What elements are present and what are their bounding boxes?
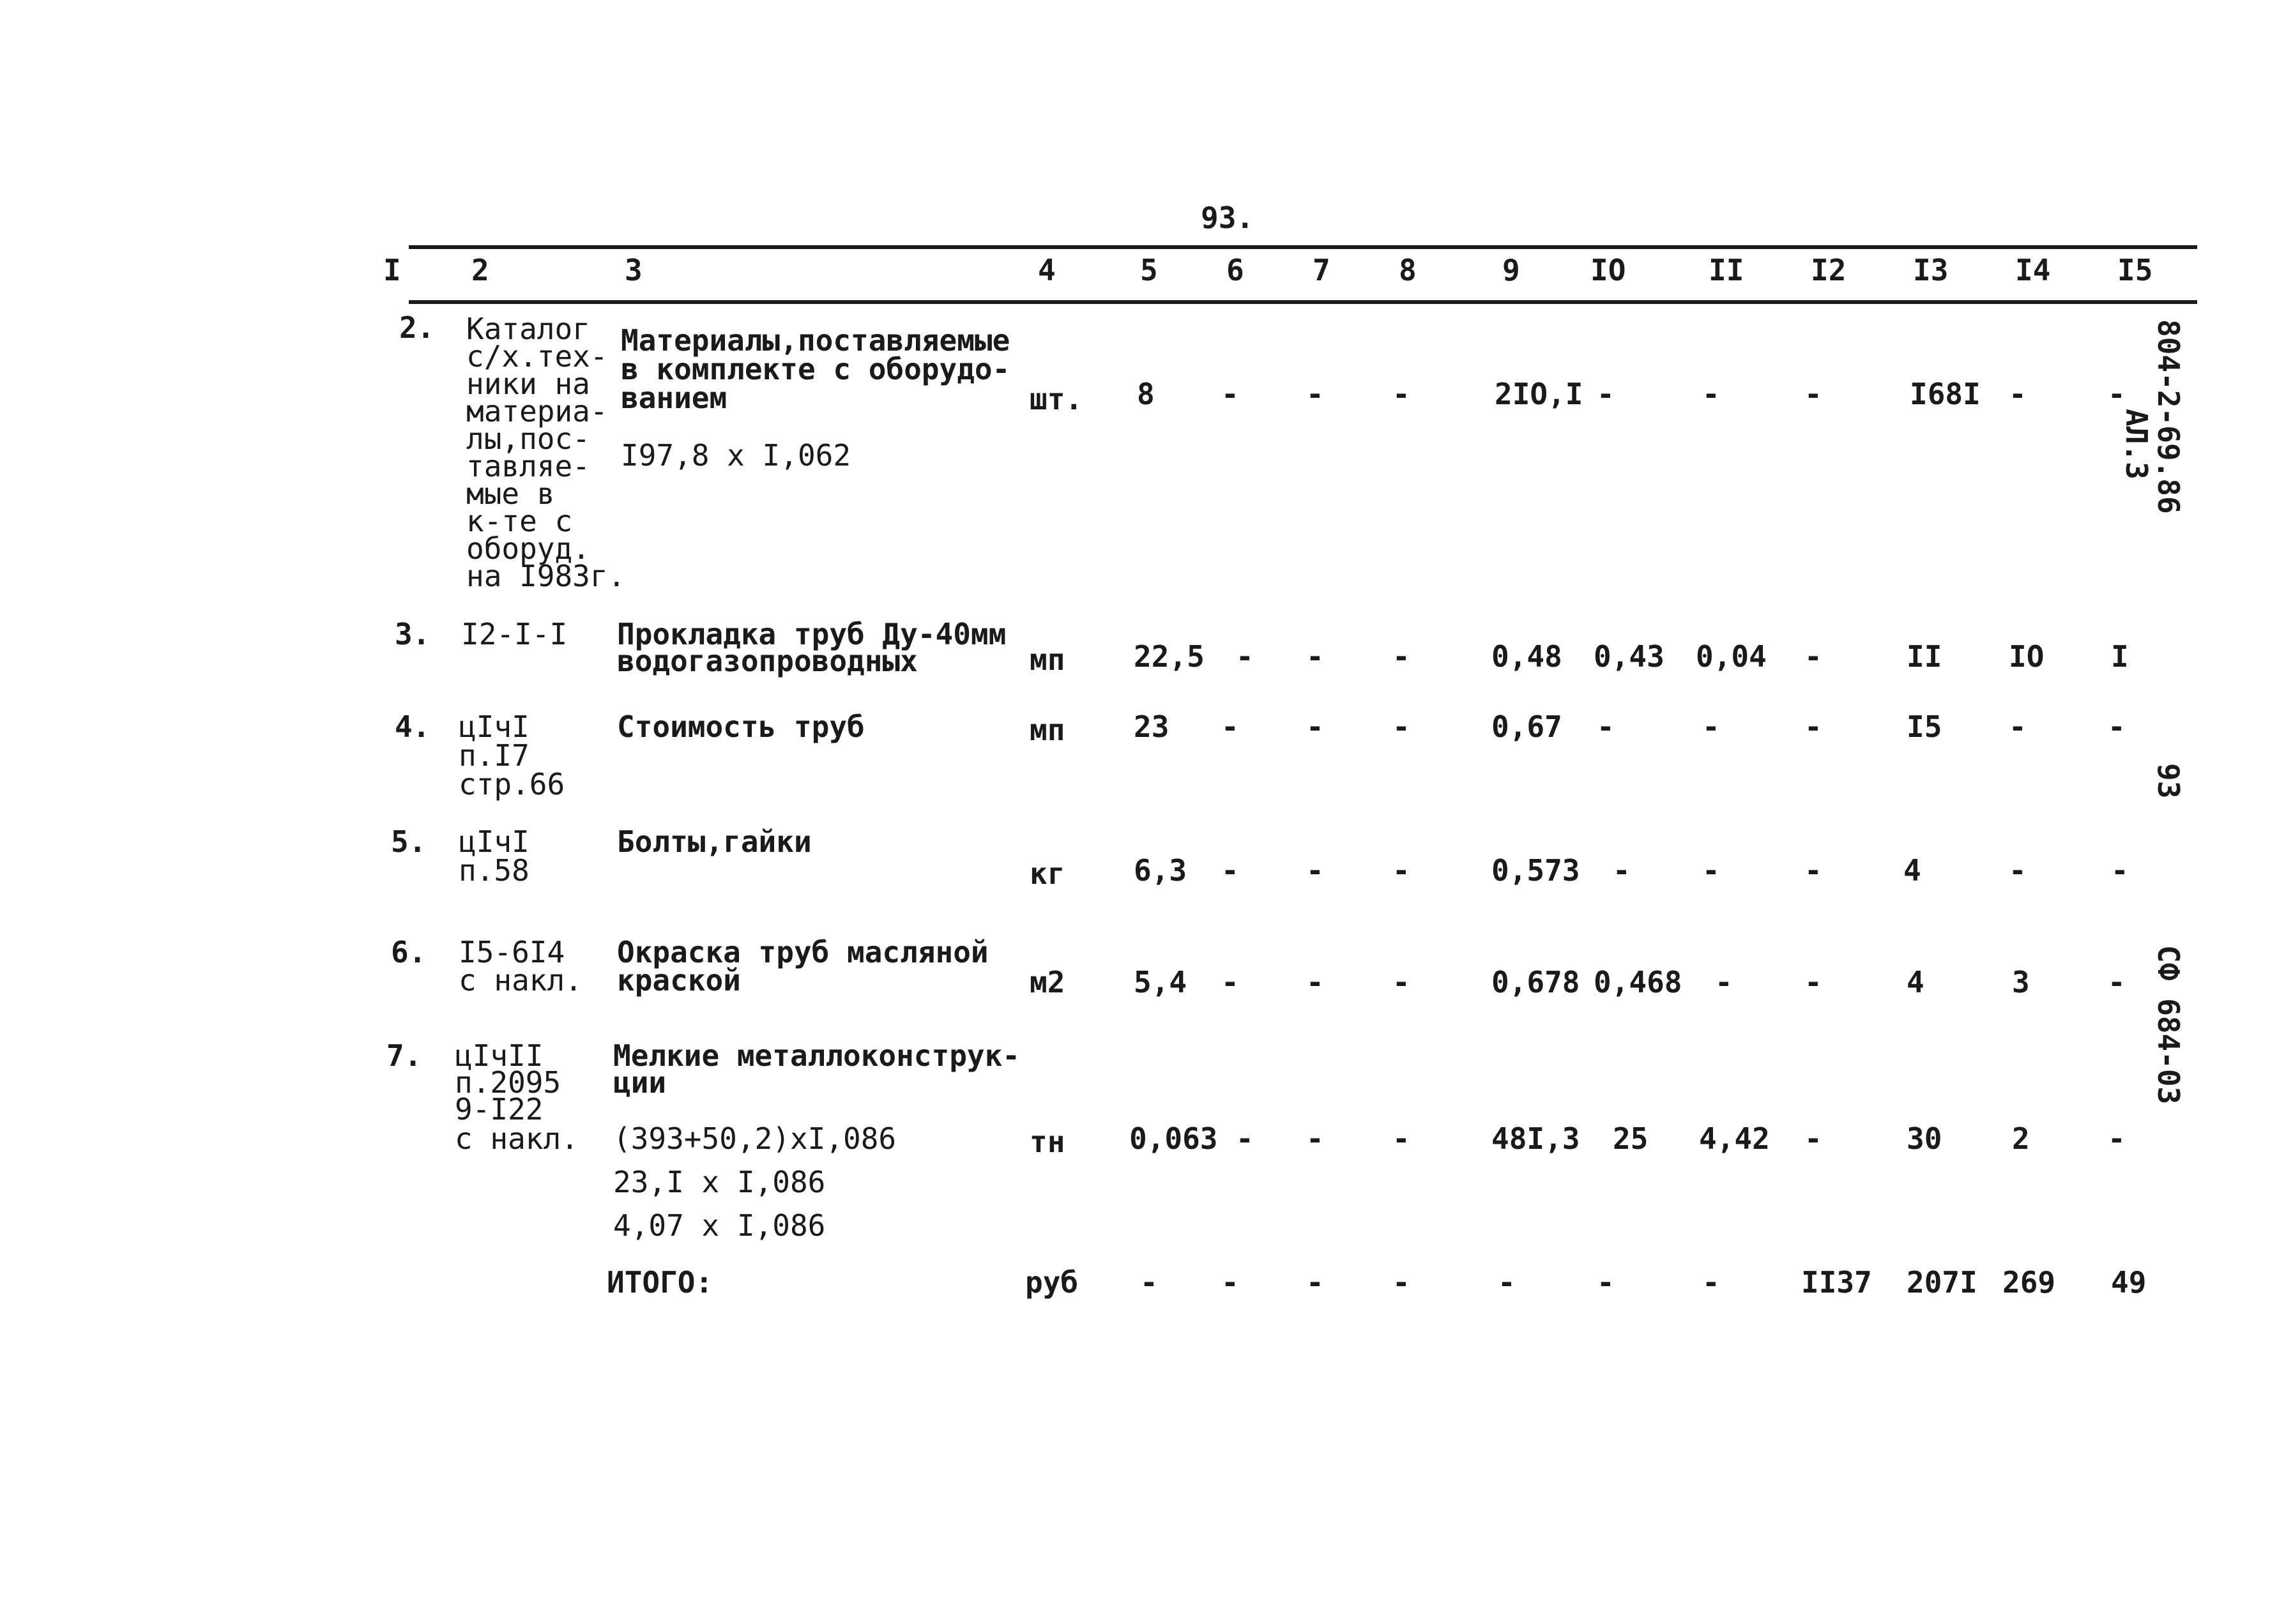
- cell-12: -: [1804, 1121, 1822, 1156]
- code-line: 9-I22: [455, 1092, 544, 1127]
- cell-12: -: [1804, 639, 1822, 674]
- cell-13: 30: [1907, 1121, 1942, 1156]
- page-number: 93.: [1201, 201, 1254, 235]
- description-line: водогазопроводных: [617, 644, 918, 678]
- cell-6: -: [1221, 853, 1239, 888]
- cell-8: -: [1392, 377, 1410, 411]
- cell-9: 0,573: [1491, 853, 1580, 888]
- row-number: 6.: [391, 935, 427, 969]
- code-line: цIчI: [459, 824, 529, 859]
- cell-15: I: [2111, 639, 2129, 674]
- cell-14: 2: [2012, 1121, 2030, 1156]
- cell-15: -: [2108, 710, 2126, 744]
- cell-7: -: [1306, 965, 1324, 999]
- code-line: материа-: [466, 394, 608, 429]
- cell-13: II: [1907, 639, 1942, 674]
- col-header-7: 7: [1313, 253, 1330, 287]
- description-line: ции: [613, 1065, 667, 1100]
- col-header-13: I3: [1913, 253, 1949, 287]
- cell-5: 8: [1137, 377, 1155, 411]
- margin-sheet-number: 93: [2151, 763, 2186, 799]
- code-line: с накл.: [455, 1121, 579, 1156]
- code-line: цIчI: [459, 710, 529, 744]
- cell-7: -: [1306, 639, 1324, 674]
- code-line: тавляе-: [466, 449, 590, 483]
- cell-9: 0,67: [1491, 710, 1562, 744]
- cell-14: -: [2009, 377, 2027, 411]
- cell-10: 25: [1613, 1121, 1649, 1156]
- cell-13: 4: [1907, 965, 1924, 999]
- description-line: Мелкие металлоконструк-: [613, 1038, 1020, 1073]
- col-header-9: 9: [1502, 253, 1520, 287]
- margin-album: АЛ.3: [2119, 409, 2154, 480]
- row-number: 7.: [386, 1038, 422, 1073]
- total-cell-14: 269: [2002, 1265, 2056, 1300]
- cell-10: 0,43: [1594, 639, 1664, 674]
- code-line: оборуд.: [466, 531, 590, 566]
- total-cell-5: -: [1140, 1265, 1158, 1300]
- cell-10: -: [1597, 710, 1615, 744]
- col-header-8: 8: [1399, 253, 1417, 287]
- description-line: Болты,гайки: [617, 824, 812, 859]
- cell-11: -: [1702, 853, 1720, 888]
- description-line: Прокладка труб Ду-40мм: [617, 617, 1007, 651]
- cell-6: -: [1221, 710, 1239, 744]
- cell-15: -: [2108, 965, 2126, 999]
- col-header-10: IO: [1590, 253, 1626, 287]
- col-header-4: 4: [1038, 253, 1056, 287]
- total-cell-13: 207I: [1907, 1265, 1977, 1300]
- total-cell-11: -: [1702, 1265, 1720, 1300]
- cell-15: -: [2108, 377, 2126, 411]
- unit: мп: [1030, 713, 1065, 747]
- code-line: п.I7: [459, 738, 529, 773]
- cell-5: 0,063: [1129, 1121, 1218, 1156]
- cell-13: 4: [1903, 853, 1921, 888]
- row-number: 4.: [395, 710, 430, 744]
- row-number: 3.: [395, 617, 430, 651]
- cell-10: -: [1613, 853, 1631, 888]
- code-line: стр.66: [459, 767, 565, 801]
- description-line: в комплекте с оборудо-: [621, 352, 1010, 386]
- formula-line: 23,I х I,086: [613, 1165, 826, 1199]
- code-line: с/х.тех-: [466, 339, 608, 374]
- header-bottom-rule: [409, 300, 2197, 304]
- col-header-5: 5: [1140, 253, 1158, 287]
- col-header-12: I2: [1811, 253, 1847, 287]
- cell-6: -: [1236, 1121, 1254, 1156]
- cell-14: -: [2009, 710, 2027, 744]
- unit: шт.: [1030, 382, 1083, 416]
- cell-5: 5,4: [1134, 965, 1187, 999]
- description-line: Материалы,поставляемые: [621, 323, 1010, 358]
- description-line: Окраска труб масляной: [617, 935, 989, 969]
- cell-8: -: [1392, 965, 1410, 999]
- code-line: лы,пос-: [466, 421, 590, 456]
- code-line: п.58: [459, 853, 529, 888]
- cell-6: -: [1236, 639, 1254, 674]
- description-line: Стоимость труб: [617, 710, 865, 744]
- col-header-3: 3: [625, 253, 643, 287]
- cell-14: 3: [2012, 965, 2030, 999]
- code-line: на I983г.: [466, 559, 626, 593]
- unit: м2: [1030, 965, 1065, 999]
- total-cell-7: -: [1306, 1265, 1324, 1300]
- description-line: краской: [617, 963, 741, 998]
- header-top-rule: [409, 245, 2197, 249]
- cell-8: -: [1392, 639, 1410, 674]
- unit: мп: [1030, 642, 1065, 677]
- cell-7: -: [1306, 377, 1324, 411]
- cell-9: 0,678: [1491, 965, 1580, 999]
- row-number: 2.: [399, 310, 435, 345]
- row-number: 5.: [391, 824, 427, 859]
- code-line: п.2095: [455, 1065, 561, 1100]
- col-header-15: I5: [2117, 253, 2153, 287]
- code-line: к-те с: [466, 504, 573, 538]
- cell-12: -: [1804, 710, 1822, 744]
- total-label: ИТОГО:: [607, 1265, 713, 1300]
- cell-9: 0,48: [1491, 639, 1562, 674]
- cell-11: 4,42: [1699, 1121, 1770, 1156]
- cell-11: -: [1715, 965, 1733, 999]
- cell-5: 6,3: [1134, 853, 1187, 888]
- cell-13: I68I: [1910, 377, 1981, 411]
- total-unit: руб: [1025, 1265, 1079, 1300]
- formula-line: I97,8 х I,062: [621, 438, 851, 473]
- cell-7: -: [1306, 710, 1324, 744]
- code-line: цIчII: [455, 1038, 544, 1073]
- cell-12: -: [1804, 965, 1822, 999]
- code-line: с накл.: [459, 963, 583, 998]
- cell-10: -: [1597, 377, 1615, 411]
- cell-14: -: [2009, 853, 2027, 888]
- cell-9: 48I,3: [1491, 1121, 1580, 1156]
- cell-5: 22,5: [1134, 639, 1205, 674]
- total-cell-10: -: [1597, 1265, 1615, 1300]
- code-line: I5-6I4: [459, 935, 565, 969]
- cell-14: IO: [2009, 639, 2045, 674]
- col-header-14: I4: [2015, 253, 2051, 287]
- margin-stamp: СФ 684-03: [2151, 945, 2186, 1105]
- cell-8: -: [1392, 853, 1410, 888]
- formula-line: (393+50,2)хI,086: [613, 1121, 897, 1156]
- cell-8: -: [1392, 710, 1410, 744]
- cell-15: -: [2111, 853, 2129, 888]
- code-line: Каталог: [466, 312, 590, 346]
- total-cell-6: -: [1221, 1265, 1239, 1300]
- cell-12: -: [1804, 377, 1822, 411]
- code-line: ники на: [466, 367, 590, 401]
- description-line: ванием: [621, 381, 727, 415]
- cell-8: -: [1392, 1121, 1410, 1156]
- col-header-2: 2: [471, 253, 489, 287]
- cell-12: -: [1804, 853, 1822, 888]
- cell-9: 2IO,I: [1495, 377, 1583, 411]
- total-cell-8: -: [1392, 1265, 1410, 1300]
- cell-7: -: [1306, 853, 1324, 888]
- unit: тн: [1030, 1125, 1065, 1159]
- total-cell-12: II37: [1801, 1265, 1872, 1300]
- formula-line: 4,07 х I,086: [613, 1208, 826, 1243]
- total-cell-15: 49: [2111, 1265, 2147, 1300]
- col-header-11: II: [1709, 253, 1744, 287]
- code-line: I2-I-I: [461, 617, 568, 651]
- code-line: мые в: [466, 476, 555, 511]
- margin-doc-code: 804-2-69.86: [2151, 319, 2186, 514]
- cell-10: 0,468: [1594, 965, 1682, 999]
- cell-11: -: [1702, 377, 1720, 411]
- cell-13: I5: [1907, 710, 1942, 744]
- cell-15: -: [2108, 1121, 2126, 1156]
- cell-6: -: [1221, 377, 1239, 411]
- total-cell-9: -: [1498, 1265, 1516, 1300]
- unit: кг: [1030, 856, 1065, 891]
- col-header-1: I: [383, 253, 401, 287]
- col-header-6: 6: [1226, 253, 1244, 287]
- cell-6: -: [1221, 965, 1239, 999]
- cell-11: -: [1702, 710, 1720, 744]
- cell-5: 23: [1134, 710, 1169, 744]
- cell-7: -: [1306, 1121, 1324, 1156]
- cell-11: 0,04: [1696, 639, 1767, 674]
